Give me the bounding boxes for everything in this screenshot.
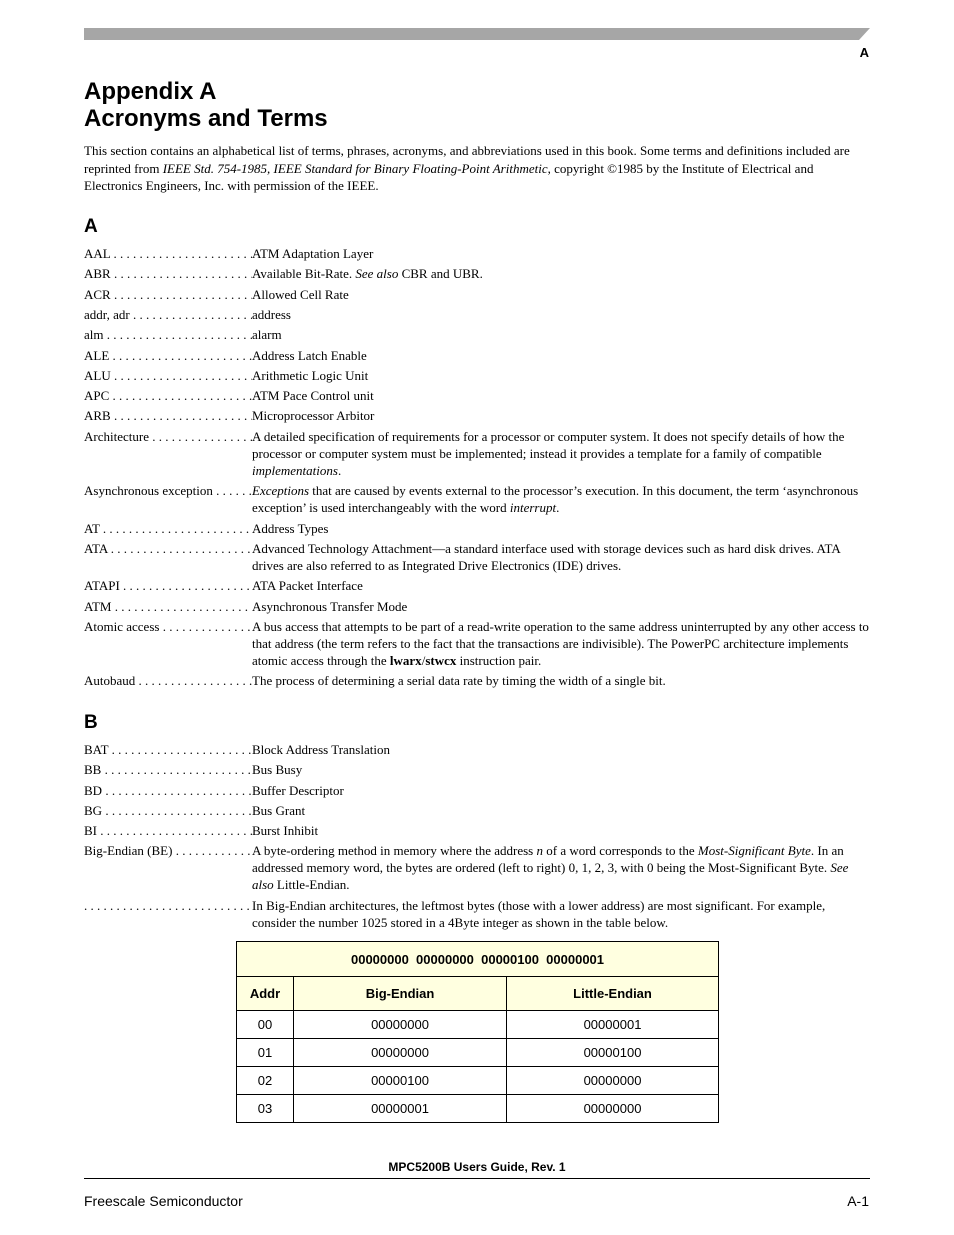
table-caption: 00000000 00000000 00000100 00000001 — [237, 942, 719, 977]
glossary-term: BG . . . — [84, 802, 252, 819]
table-cell: 03 — [237, 1095, 294, 1123]
table-cell: 00 — [237, 1011, 294, 1039]
glossary-entry — [84, 367, 869, 384]
table-header: Big-Endian — [294, 977, 507, 1011]
page-title — [84, 78, 328, 132]
glossary-entry — [84, 428, 869, 479]
glossary-entry — [84, 245, 869, 262]
glossary-definition: A byte-ordering method in memory where the address n of a word corresponds to the Most-Significant Byte. In an addressed memory word, the bytes are ordered (left to right) 0, 1, 2, 3, with 0 being the Most-Significant Byte. See also Little-Endian. — [252, 843, 849, 892]
glossary-entry — [84, 822, 869, 839]
glossary-entry — [84, 782, 869, 799]
glossary-definition: address — [252, 307, 291, 322]
glossary-entry — [84, 761, 869, 778]
table-row — [237, 1039, 719, 1067]
glossary-term: BI . . . — [84, 822, 252, 839]
section-heading-a: A — [84, 216, 98, 237]
glossary-term: ALU . . . — [84, 367, 252, 384]
glossary-entry — [84, 347, 869, 364]
glossary-definition: A bus access that attempts to be part of a read-write operation to the same address uninterrupted by any other access to that address (the term refers to the fact that the transactions are indivisible). The PowerPC architecture implements atomic access through the lwarx/stwcx instruction pair. — [252, 619, 869, 668]
glossary-term: ALE . . . — [84, 347, 252, 364]
glossary-entry — [84, 407, 869, 424]
table-cell: 02 — [237, 1067, 294, 1095]
intro-text-1: This section contains an alphabetical list of terms, phrases, acronyms, and abbreviations used in this book. Some terms and definitions included are reprinted from — [84, 143, 850, 176]
glossary-definition: A detailed specification of requirements for a processor or computer system. It does not specify details of how the processor or computer system must be implemented; instead it provides a template for a family of compatible implementations. — [252, 429, 845, 478]
glossary-definition: ATA Packet Interface — [252, 578, 363, 593]
glossary-definition: Allowed Cell Rate — [252, 287, 349, 302]
glossary-definition: Buffer Descriptor — [252, 783, 344, 798]
glossary-definition: ATM Pace Control unit — [252, 388, 374, 403]
glossary-term: Autobaud . . . — [84, 672, 252, 689]
table-cell: 00000001 — [507, 1011, 719, 1039]
glossary-entry-continuation — [84, 897, 869, 931]
glossary-entry — [84, 842, 869, 893]
title-line-2: Acronyms and Terms — [84, 105, 328, 132]
intro-citation: IEEE Std. 754-1985, IEEE Standard for Binary Floating-Point Arithmetic — [162, 160, 548, 176]
appendix-tab-letter: A — [859, 45, 869, 60]
glossary-term: BB . . . — [84, 761, 252, 778]
table-row — [237, 1095, 719, 1123]
glossary-definition: Block Address Translation — [252, 742, 390, 757]
glossary-definition: Burst Inhibit — [252, 823, 319, 838]
glossary-entry — [84, 520, 869, 537]
glossary-definition: ATM Adaptation Layer — [252, 246, 374, 261]
glossary-definition: Bus Busy — [252, 762, 303, 777]
glossary-term: AT . . . — [84, 520, 252, 537]
intro-text-2: , copyright ©1985 by the Institute of Electrical and Electronics Engineers, Inc. with permission of the IEEE. — [84, 160, 814, 193]
glossary-definition: Advanced Technology Attachment—a standard interface used with storage devices such as hard disk drives. ATA drives are also referred to as Integrated Drive Electronics (IDE) drives. — [252, 541, 841, 573]
glossary-term: ACR . . . — [84, 286, 252, 303]
glossary-entry — [84, 741, 869, 758]
glossary-term: AAL . . . — [84, 245, 252, 262]
glossary-entry — [84, 577, 869, 594]
table-cell: 00000001 — [294, 1095, 507, 1123]
glossary-entry — [84, 540, 869, 574]
table-row — [237, 1067, 719, 1095]
glossary-term: BD . . . — [84, 782, 252, 799]
section-heading-b: B — [84, 712, 98, 733]
glossary-definition: Address Latch Enable — [252, 348, 367, 363]
glossary-term: Asynchronous exception . . . — [84, 482, 252, 499]
header-rule — [84, 28, 870, 40]
glossary-term: ABR . . . — [84, 265, 252, 282]
glossary-entry — [84, 802, 869, 819]
glossary-definition: Microprocessor Arbitor — [252, 408, 375, 423]
endian-table — [236, 941, 719, 1123]
table-row — [237, 1011, 719, 1039]
glossary-term — [84, 897, 252, 914]
glossary-term: ATAPI . . . — [84, 577, 252, 594]
glossary-entry — [84, 326, 869, 343]
footer-document-title: MPC5200B Users Guide, Rev. 1 — [388, 1160, 566, 1174]
glossary-entry — [84, 482, 869, 516]
glossary-term: addr, adr . . . — [84, 306, 252, 323]
glossary-term: BAT . . . — [84, 741, 252, 758]
glossary-entry — [84, 672, 869, 689]
glossary-entry — [84, 598, 869, 615]
glossary-definition: Bus Grant — [252, 803, 306, 818]
glossary-entry — [84, 306, 869, 323]
glossary-term: ATA . . . — [84, 540, 252, 557]
table-header: Little-Endian — [507, 977, 719, 1011]
glossary-definition: alarm — [252, 327, 282, 342]
table-cell: 00000000 — [507, 1067, 719, 1095]
glossary-entry — [84, 618, 869, 669]
table-cell: 00000100 — [294, 1067, 507, 1095]
table-cell: 00000000 — [294, 1011, 507, 1039]
glossary-term: ATM . . . — [84, 598, 252, 615]
glossary-term: ARB . . . — [84, 407, 252, 424]
glossary-term: Architecture . . . — [84, 428, 252, 445]
footer-company: Freescale Semiconductor — [84, 1193, 243, 1209]
table-header: Addr — [237, 977, 294, 1011]
glossary-definition: Asynchronous Transfer Mode — [252, 599, 408, 614]
title-line-1: Appendix A — [84, 78, 217, 105]
table-cell: 00000000 — [294, 1039, 507, 1067]
glossary-definition: Arithmetic Logic Unit — [252, 368, 369, 383]
table-cell: 00000000 — [507, 1095, 719, 1123]
glossary-term: alm . . . — [84, 326, 252, 343]
glossary-term: APC . . . — [84, 387, 252, 404]
glossary-definition: Available Bit-Rate. See also CBR and UBR. — [252, 266, 483, 281]
footer-page-number: A-1 — [847, 1193, 869, 1209]
intro-paragraph — [84, 142, 869, 195]
table-cell: 01 — [237, 1039, 294, 1067]
glossary-definition: The process of determining a serial data rate by timing the width of a single bit. — [252, 673, 666, 688]
glossary-entry — [84, 265, 869, 282]
glossary-entry — [84, 387, 869, 404]
glossary-definition: Exceptions that are caused by events external to the processor’s execution. In this document, the term ‘asynchronous exception’ is used interchangeably with the word interrupt. — [252, 483, 859, 515]
table-cell: 00000100 — [507, 1039, 719, 1067]
glossary-definition: Address Types — [252, 521, 329, 536]
glossary-term: Big-Endian (BE) . . . — [84, 842, 252, 859]
glossary-entry — [84, 286, 869, 303]
glossary-definition: In Big-Endian architectures, the leftmost bytes (those with a lower address) are most significant. For example, consider the number 1025 stored in a 4Byte integer as shown in the table below. — [252, 898, 826, 930]
footer-rule — [84, 1178, 870, 1179]
glossary-term: Atomic access . . . — [84, 618, 252, 635]
